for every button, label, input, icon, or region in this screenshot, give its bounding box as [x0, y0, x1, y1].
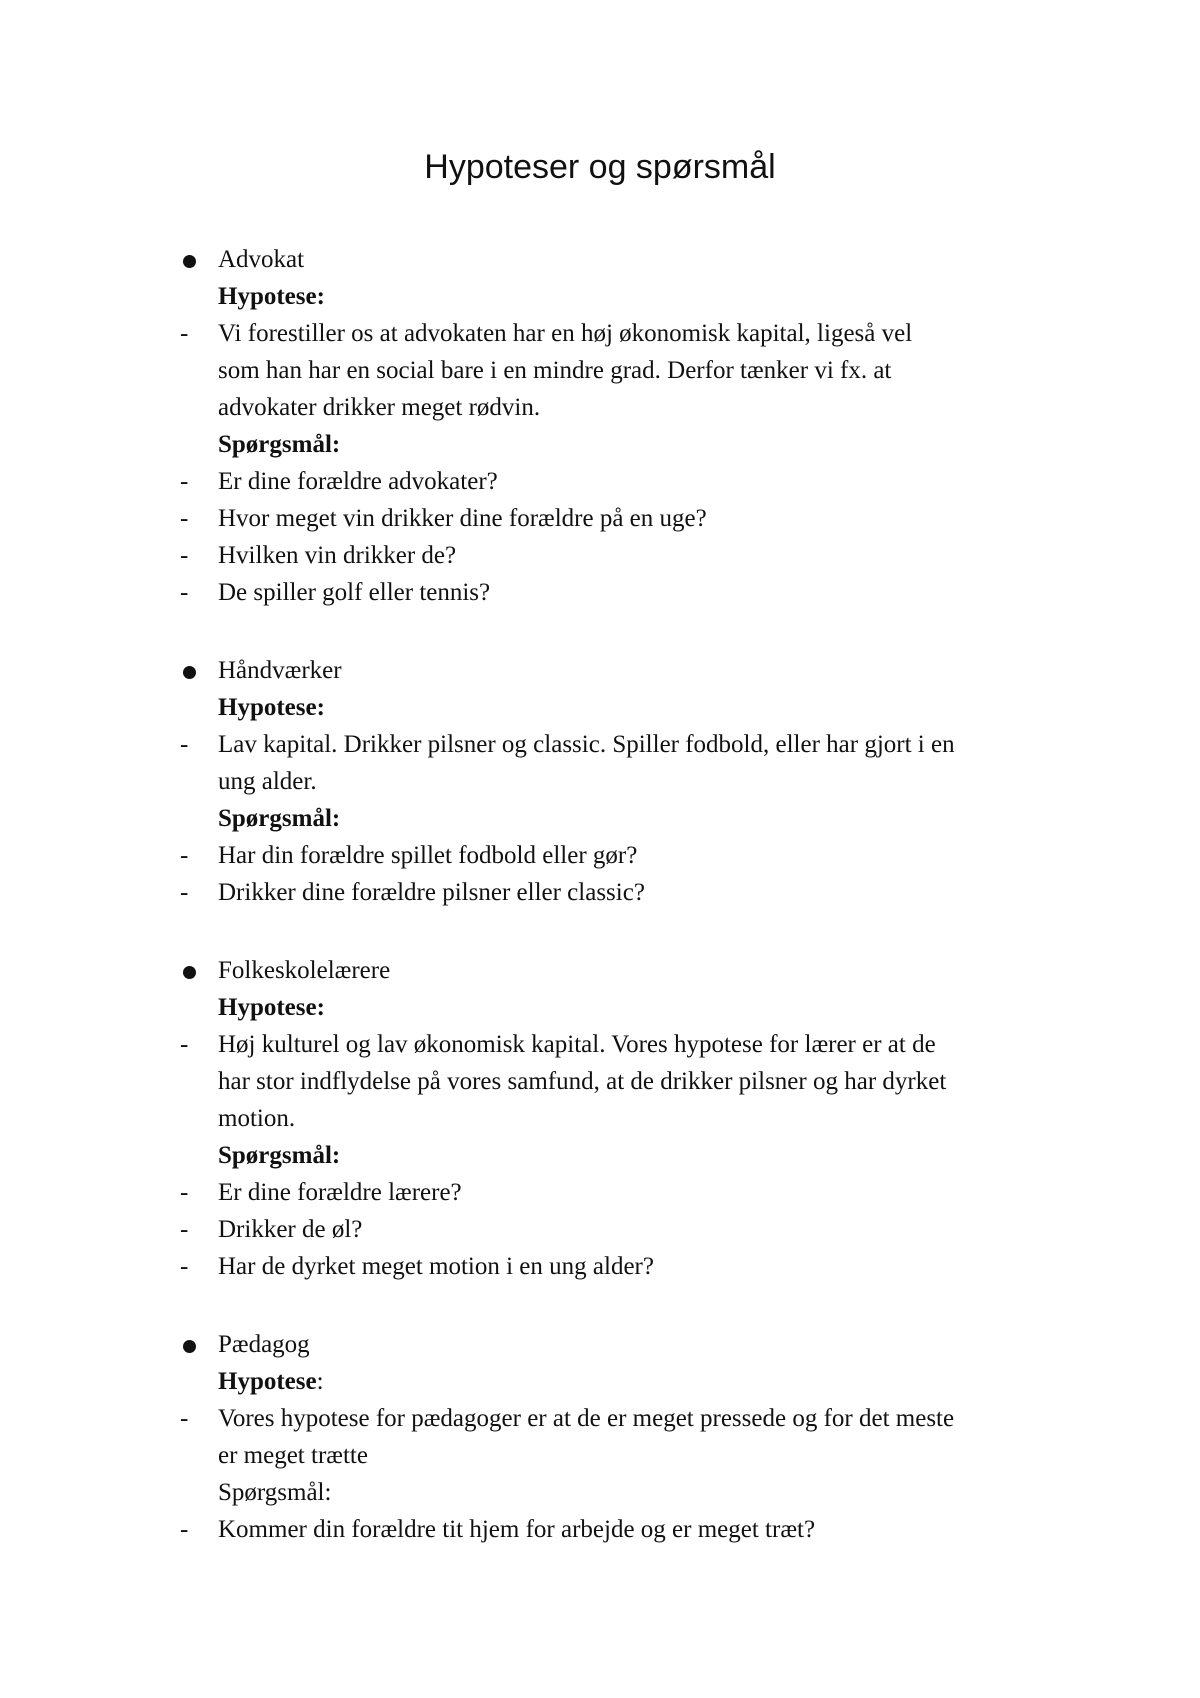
page-title: Hypoteser og spørsmål: [424, 148, 776, 186]
hypothesis-label: Hypotese:: [218, 994, 325, 1021]
hypothesis-text: Vores hypotese for pædagoger er at de er meget pressede og for det meste: [218, 1405, 955, 1432]
questions-label: Spørgsmål:: [218, 431, 341, 458]
dash-marker: -: [180, 1516, 189, 1543]
section-heading: Advokat: [218, 246, 305, 273]
hypothesis-label-colon: :: [316, 1368, 324, 1395]
hypothesis-text: Lav kapital. Drikker pilsner og classic. Spiller fodbold, eller har gjort i en: [218, 731, 955, 758]
section-heading: Pædagog: [218, 1331, 310, 1358]
hypothesis-label: Hypotese:: [218, 283, 325, 310]
questions-label: Spørgsmål:: [218, 805, 341, 832]
hypothesis-text: advokater drikker meget rødvin.: [218, 394, 541, 421]
question-item: Hvor meget vin drikker dine forældre på en uge?: [218, 505, 707, 532]
questions-label: Spørgsmål:: [218, 1479, 332, 1506]
bullet-dot: [183, 666, 196, 679]
question-item: Har din forældre spillet fodbold eller gør?: [218, 842, 638, 869]
dash-marker: -: [180, 1253, 189, 1280]
hypothesis-text: som han har en social bare i en mindre grad. Derfor tænker vi fx. at: [218, 357, 892, 384]
question-item: Er dine forældre advokater?: [218, 468, 498, 495]
question-item: Kommer din forældre tit hjem for arbejde og er meget træt?: [218, 1516, 816, 1543]
hypothesis-text: motion.: [218, 1105, 296, 1132]
question-item: Har de dyrket meget motion i en ung alder?: [218, 1253, 654, 1280]
hypothesis-text: Vi forestiller os at advokaten har en høj økonomisk kapital, ligeså vel: [218, 320, 913, 347]
question-item: De spiller golf eller tennis?: [218, 579, 491, 606]
question-item: Hvilken vin drikker de?: [218, 542, 457, 569]
dash-marker: -: [180, 879, 189, 906]
dash-marker: -: [180, 579, 189, 606]
dash-marker: -: [180, 842, 189, 869]
hypothesis-label: Hypotese: [218, 1368, 317, 1395]
dash-marker: -: [180, 320, 189, 347]
bullet-dot: [183, 255, 196, 268]
dash-marker: -: [180, 1405, 189, 1432]
dash-marker: -: [180, 542, 189, 569]
dash-marker: -: [180, 1031, 189, 1058]
section-heading: Håndværker: [218, 657, 342, 684]
question-item: Er dine forældre lærere?: [218, 1179, 462, 1206]
hypothesis-text: ung alder.: [218, 768, 317, 795]
dash-marker: -: [180, 505, 189, 532]
hypothesis-text: er meget trætte: [218, 1442, 368, 1469]
hypothesis-label-line: [218, 1363, 1078, 1400]
dash-marker: -: [180, 1216, 189, 1243]
question-item: Drikker dine forældre pilsner eller classic?: [218, 879, 645, 906]
hypothesis-text: Høj kulturel og lav økonomisk kapital. Vores hypotese for lærer er at de: [218, 1031, 936, 1058]
bullet-dot: [183, 966, 196, 979]
hypothesis-text: har stor indflydelse på vores samfund, at de drikker pilsner og har dyrket: [218, 1068, 947, 1095]
dash-marker: -: [180, 731, 189, 758]
question-item: Drikker de øl?: [218, 1216, 363, 1243]
bullet-dot: [183, 1340, 196, 1353]
section-heading: Folkeskolelærere: [218, 957, 391, 984]
questions-label: Spørgsmål:: [218, 1142, 341, 1169]
hypothesis-label: Hypotese:: [218, 694, 325, 721]
dash-marker: -: [180, 468, 189, 495]
dash-marker: -: [180, 1179, 189, 1206]
